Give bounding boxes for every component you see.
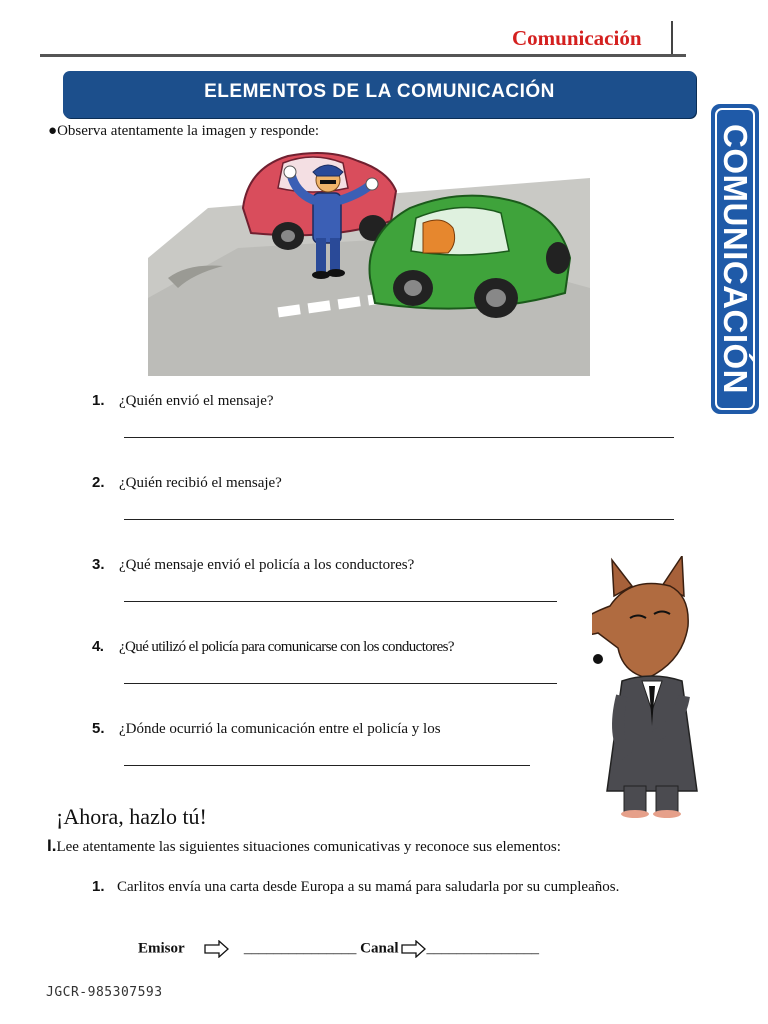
title-banner	[63, 71, 696, 118]
question-text: ¿Qué mensaje envió el policía a los conductores?	[119, 557, 415, 573]
answer-line-1[interactable]	[124, 437, 674, 438]
canal-blank[interactable]: _______________	[426, 940, 539, 957]
side-tab-label: COMUNICACIÓN	[717, 124, 754, 394]
situation-text: Carlitos envía una carta desde Europa a su mamá para saludarla por su cumpleaños.	[117, 879, 620, 895]
side-tab	[711, 104, 759, 414]
header-subject: Comunicación	[512, 26, 642, 50]
practice-heading: ¡Ahora, hazlo tú!	[56, 804, 207, 829]
question-text: ¿Dónde ocurrió la comunicación entre el policía y los	[119, 721, 441, 737]
question-3	[92, 556, 414, 574]
emisor-label: Emisor	[138, 940, 185, 957]
question-number: 4.	[92, 638, 104, 655]
question-2	[92, 474, 282, 492]
answer-line-2[interactable]	[124, 519, 674, 520]
emisor-blank[interactable]: _______________	[243, 940, 357, 957]
instruction-text: Observa atentamente la imagen y responde:	[57, 123, 320, 139]
question-number: 1.	[92, 392, 105, 409]
header-divider	[671, 21, 673, 57]
question-number: 3.	[92, 556, 105, 573]
bullet-icon: ●	[48, 123, 58, 139]
traffic-scene-illustration	[148, 138, 590, 376]
answer-line-4[interactable]	[124, 683, 557, 684]
situation-number: 1.	[92, 878, 105, 895]
question-5	[92, 720, 441, 738]
question-number: 2.	[92, 474, 105, 491]
page-title: ELEMENTOS DE LA COMUNICACIÓN	[204, 81, 555, 102]
answer-line-5[interactable]	[124, 765, 530, 766]
canal-label: Canal	[360, 940, 399, 957]
situation-1	[92, 874, 696, 900]
footer-code: JGCR-985307593	[46, 985, 163, 1000]
section-text: Lee atentamente las siguientes situaciones comunicativas y reconoce sus elementos:	[56, 839, 561, 855]
right-arrow-icon	[401, 940, 427, 958]
question-text: ¿Qué utilizó el policía para comunicarse con los conductores?	[119, 639, 454, 655]
question-text: ¿Quién envió el mensaje?	[119, 393, 274, 409]
answer-line-3[interactable]	[124, 601, 557, 602]
right-arrow-icon	[204, 940, 230, 958]
question-1	[92, 392, 274, 410]
section-instruction	[47, 836, 561, 856]
section-number: I.	[47, 836, 57, 855]
wolf-in-suit-illustration	[592, 556, 712, 818]
question-number: 5.	[92, 720, 105, 737]
green-car	[370, 196, 571, 318]
elements-row	[138, 940, 539, 958]
question-text: ¿Quién recibió el mensaje?	[119, 475, 282, 491]
header-rule	[40, 54, 686, 57]
question-4	[92, 638, 454, 656]
